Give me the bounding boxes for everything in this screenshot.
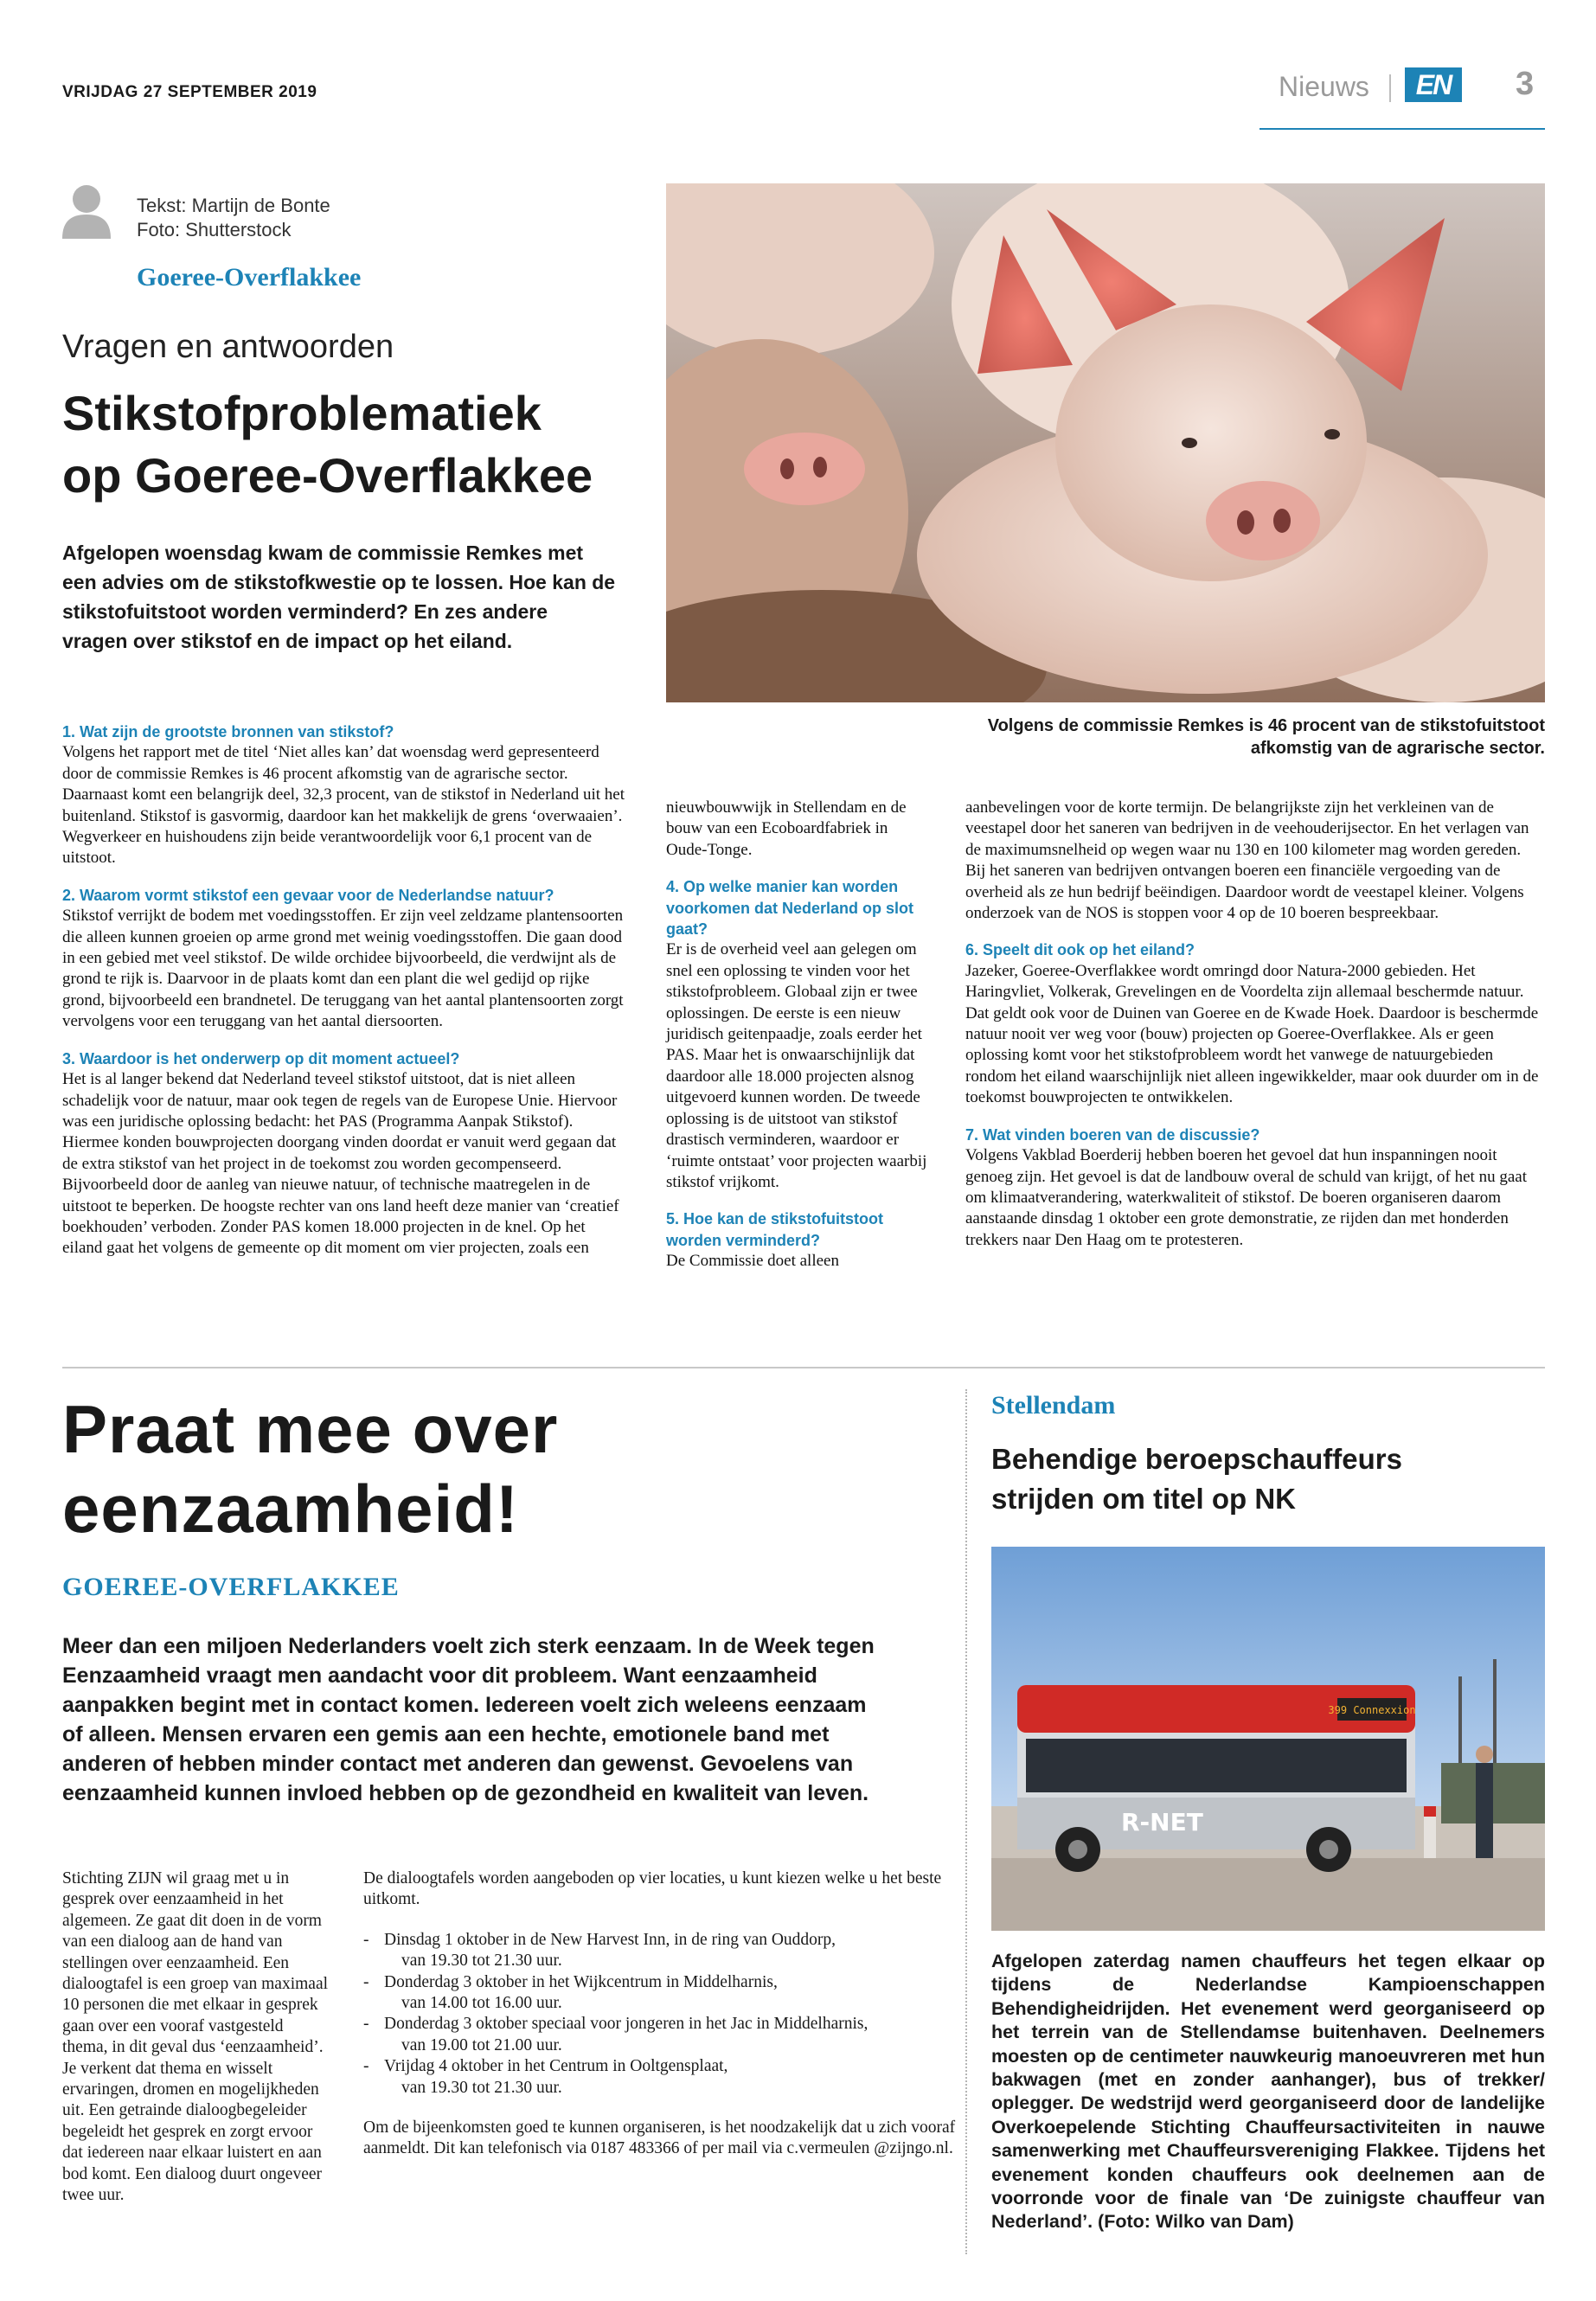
article-column-3 (965, 798, 1545, 1251)
article-body-left: Stichting ZIJN wil graag met u in gesprek over eenzaamheid in het algemeen. Ze gaat dit doen in de vorm van een dialoog aan de hand van stellingen over eenzaamheid. Een dialoogtafel is een groep van maximaal 10 personen die met elkaar in gesprek gaan over een vooraf vastgesteld thema, in dit geval dus ‘eenzaamheid’. Je verkent dat thema en wisselt ervaringen, dromen en mogelijkheden uit. Een getrainde dialoogbegeleider begeleidt het gesprek en zorgt ervoor dat iedereen naar elkaar luistert en aan bod komt. Een dialoog duurt ongeveer twee uur. (62, 1869, 329, 2205)
article-column-2 (666, 798, 931, 1272)
answer-paragraph: Jazeker, Goeree-Overflakkee wordt omringd door Natura-2000 gebieden. Het Haringvliet, Volkerak, Grevelingen en de Voordelta zijn allemaal beschermde natuur. Dat geldt ook voor de Duinen van Goeree en de Kwade Hoek. Daardoor is beschermde natuur nooit ver weg voor (bouw) projecten op Goeree-Overflakkee. Als er geen oplossing komt voor het stikstofprobleem wordt het vanwege de natuurgebieden rondom het eiland waarschijnlijk niet alleen ingewikkelder, maar ook duurder om in de toekomst bouwprojecten te ontwikkelen. (965, 961, 1539, 1107)
byline (137, 194, 330, 242)
article-column-1 (62, 721, 626, 1259)
question-heading: 1. Wat zijn de grootste bronnen van stikstof? (62, 723, 394, 740)
list-item: - Dinsdag 1 oktober in de New Harvest Inn, in de ring van Ouddorp, van 19.30 tot 21.30 uur. (363, 1930, 836, 1971)
article-intro: Vragen en antwoorden (62, 329, 394, 365)
section-label: Nieuws (1279, 71, 1369, 102)
question-heading: 7. Wat vinden boeren van de discussie? (965, 1125, 1260, 1144)
bus-photo-icon (991, 1547, 1545, 1931)
answer-paragraph: nieuwbouwwijk in Stellendam en de bouw van een Ecoboardfabriek in Oude-Tonge. (666, 798, 907, 859)
photo-caption: Afgelopen zaterdag namen chauffeurs het tegen elkaar op tijdens de Nederlandse Kampioenschappen Behendigheidrijden. Het evenement werd georganiseerd op het terrein van de Stellendamse buitenhaven. Deelnemers moesten op de centimeter nauwkeurig manoeuvreren met hun bakwagen (met en zonder aanhanger), bus of trekker/ oplegger. De wedstrijd werd georganiseerd door de landelijke Overkoepelende Stichting Chauffeursactiviteiten in nauwe samenwerking met Chauffeursvereniging Flakkee. Tijdens het evenement konden chauffeurs ook deelnemen aan de voorronde voor de finale van ‘De zuinigste chauffeur van Nederland’. (Foto: Wilko van Dam) (991, 1951, 1545, 2233)
article-lead: Meer dan een miljoen Nederlanders voelt zich sterk eenzaam. In de Week tegen Eenzaamheid vraagt men aandacht voor dit probleem. Want eenzaamheid aanpakken begint met in contact komen. Iedereen voelt zich weleens eenzaam of alleen. Mensen ervaren een gemis aan een hechte, emotionele band met anderen of hebben minder contact met anderen dan gewenst. Gevoelens van eenzaamheid kunnen invloed hebben op de gezondheid en kwaliteit van leven. (62, 1634, 875, 1805)
question-heading: 5. Hoe kan de stikstofuitstoot worden verminderd? (666, 1210, 884, 1249)
article-kicker: Stellendam (991, 1391, 1116, 1420)
article-headline (991, 1439, 1545, 1519)
answer-paragraph: Volgens het rapport met de titel ‘Niet alles kan’ dat woensdag werd gepresenteerd door de commissie Remkes is 46 procent afkomstig van de agrarische sector. Daarnaast komt een belangrijk deel, 32,3 procent, van de stikstof in Nederland uit het buitenland. Stikstof is gasvormig, daardoor kan het makkelijk de grens ‘overwaaien’. Wegverkeer en huishoudens zijn beide verantwoordelijk voor 6,1 procent van de uitstoot. (62, 743, 625, 868)
byline-photo: Foto: Shutterstock (137, 219, 292, 240)
headline-line: strijden om titel op NK (991, 1483, 1297, 1515)
answer-paragraph: Stikstof verrijkt de bodem met voedingsstoffen. Er zijn veel zeldzame plantensoorten die alleen kunnen groeien op arme grond met weinig voedingsstoffen. Die gaan dood in een gebied met veel stikstof. De wilde orchidee bijvoorbeeld, die verdwijnt als de grond te rijk is. Daarvoor in de plaats komt dan een plant die wel gedijd op rijke grond, bijvoorbeeld een brandnetel. De teruggang van het aantal plantensoorten zorgt vervolgens voor een teruggang van het aantal diersoorten. (62, 907, 624, 1031)
question-heading: 4. Op welke manier kan worden voorkomen dat Nederland op slot gaat? (666, 878, 914, 939)
list-item: - Vrijdag 4 oktober in het Centrum in Ooltgensplaat, van 19.30 tot 21.30 uur. (363, 2057, 728, 2097)
list-item: - Donderdag 3 oktober speciaal voor jongeren in het Jac in Middelharnis, van 19.00 tot 21.00 uur. (363, 2015, 869, 2054)
byline-text: Tekst: Martijn de Bonte (137, 195, 330, 216)
article-lead: Afgelopen woensdag kwam de commissie Remkes met een advies om de stikstofkwestie op te lossen. Hoe kan de stikstofuitstoot worden verminderd? En zes andere vragen over stikstof en de impact op het eiland. (62, 542, 616, 652)
headline-line: eenzaamheid! (62, 1471, 519, 1547)
column-divider (965, 1389, 967, 2254)
newspaper-logo: EN (1405, 67, 1462, 102)
question-heading: 3. Waardoor is het onderwerp op dit moment actueel? (62, 1049, 460, 1067)
article-body-right (363, 1868, 960, 2179)
issue-date: VRIJDAG 27 SEPTEMBER 2019 (62, 83, 317, 101)
answer-paragraph: Er is de overheid veel aan gelegen om snel een oplossing te vinden voor het stikstofprobleem. Globaal zijn er twee oplossingen. De eerste is een nieuw juridisch geitenpaadje, zoals eerder het PAS. Maar het is onwaarschijnlijk dat daardoor alle 18.000 projecten alsnog uitgevoerd kunnen worden. De tweede oplossing is de uitstoot van stikstof drastisch verminderen, waardoor er ‘ruimte ontstaat’ voor projecten waarbij stikstof vrijkomt. (666, 940, 927, 1191)
bus-destination-sign: 399 Connexxion (1328, 1704, 1416, 1716)
question-heading: 6. Speelt dit ook op het eiland? (965, 941, 1195, 959)
answer-paragraph: Het is al langer bekend dat Nederland teveel stikstof uitstoot, dat is niet alleen schadelijk voor de natuur, maar ook tegen de regels van de Europese Unie. Hiervoor was een juridische oplossing bedacht: het PAS (Programma Aanpak Stikstof). Hiermee konden bouwprojecten doorgang vinden doordat er vanuit werd gegaan dat de extra stikstof van het project in de toekomst zou worden gecompenseerd. Bijvoorbeeld door de aanleg van nieuwe natuur, of technische maatregelen in de uitstoot te beperken. De hoogste rechter van ons land heeft deze manier van ‘creatief boekhouden’ verboden. Zonder PAS komen 18.000 projecten in de knel. Op het eiland gaat het volgens de gemeente op dit moment om vier projecten, zoals een (62, 1070, 619, 1258)
header-rule (1259, 128, 1545, 130)
page-number: 3 (1516, 66, 1535, 102)
answer-paragraph: aanbevelingen voor de korte termijn. De belangrijkste zijn het verkleinen van de veestapel door het saneren van bedrijven in de veehouderijsector. En het verlagen van de maximumsnelheid op wegen waar nu 130 en 100 kilometer mag worden gereden. Bij het saneren van bedrijven ontvangen boeren een financiële vergoeding van de overheid als ze hun bedrijf beëindigen. Daardoor wordt de veestapel kleiner. Volgens onderzoek van de NOS is stoppen voor 4 op de 10 boeren bespreekbaar. (965, 798, 1529, 923)
header-separator (1389, 74, 1391, 102)
article-kicker: GOEREE-OVERFLAKKEE (62, 1573, 400, 1601)
section-divider (62, 1367, 1545, 1368)
body-paragraph: Om de bijeenkomsten goed te kunnen organiseren, is het noodzakelijk dat u zich vooraf aanmeldt. Dit kan telefonisch via 0187 483366 of per mail via c.vermeulen @zijngo.nl. (363, 2118, 956, 2158)
list-item: - Donderdag 3 oktober in het Wijkcentrum in Middelharnis, van 14.00 tot 16.00 uur. (363, 1972, 778, 2013)
answer-paragraph: Volgens Vakblad Boerderij hebben boeren het gevoel dat hun inspanningen nooit genoeg zijn. Het gevoel is dat de landbouw overal de schuld van krijgt, of het nu gaat om klimaatverandering, waterkwaliteit of stikstof. De boeren organiseren daarom aanstaande dinsdag 1 oktober een grote demonstratie, ze rijden dan met honderden trekkers naar Den Haag om te protesteren. (965, 1146, 1527, 1249)
pigs-photo-icon (666, 183, 1545, 702)
session-list (363, 1930, 960, 2099)
photo-caption: Volgens de commissie Remkes is 46 procent van de stikstofuitstoot afkomstig van de agrarische sector. (987, 716, 1545, 758)
body-paragraph: De dialoogtafels worden aangeboden op vier locaties, u kunt kiezen welke u het beste uitkomt. (363, 1869, 942, 1909)
question-heading: 2. Waarom vormt stikstof een gevaar voor de Nederlandse natuur? (62, 886, 554, 904)
headline-line: Behendige beroepschauffeurs (991, 1443, 1402, 1475)
headline-line: Praat mee over (62, 1391, 559, 1467)
headline-line: op Goeree-Overflakkee (62, 448, 593, 503)
author-avatar-icon (62, 183, 111, 239)
bus-brand-text: R-NET (1121, 1808, 1203, 1836)
headline-line: Stikstofproblematiek (62, 386, 542, 440)
answer-paragraph: De Commissie doet alleen (666, 1252, 839, 1271)
article-headline (62, 1389, 927, 1548)
article-kicker: Goeree-Overflakkee (137, 263, 362, 292)
article-headline (62, 382, 668, 507)
